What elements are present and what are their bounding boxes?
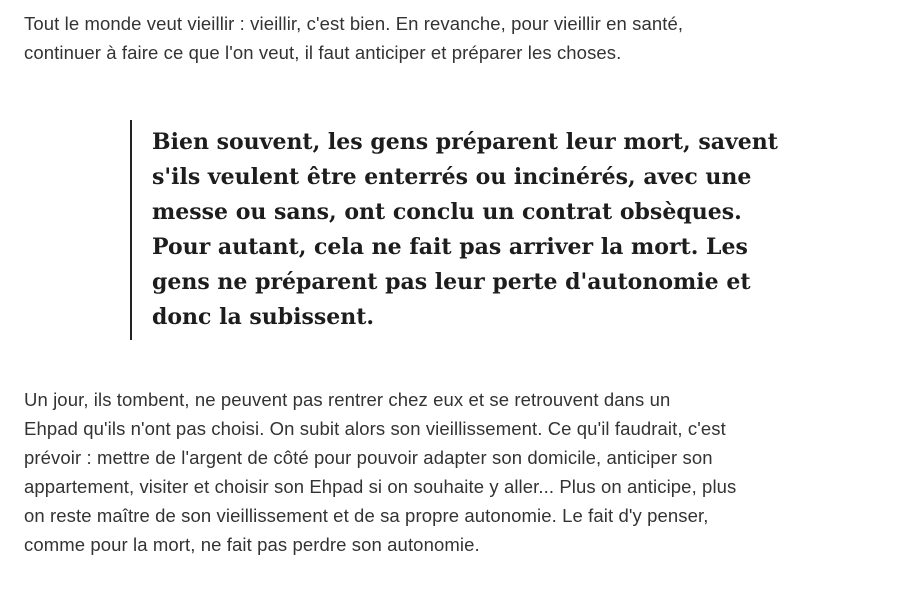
intro-paragraph [24, 9, 888, 67]
text-line: Un jour, ils tombent, ne peuvent pas rentrer chez eux et se retrouvent dans un [24, 389, 671, 410]
closing-paragraph [24, 385, 888, 559]
text-line: continuer à faire ce que l'on veut, il faut anticiper et préparer les choses. [24, 42, 622, 63]
pull-quote [130, 120, 888, 340]
text-line: Ehpad qu'ils n'ont pas choisi. On subit alors son vieillissement. Ce qu'il faudrait, c'est [24, 418, 726, 439]
text-line: Tout le monde veut vieillir : vieillir, c'est bien. En revanche, pour vieillir en santé, [24, 13, 684, 34]
text-line: prévoir : mettre de l'argent de côté pour pouvoir adapter son domicile, anticiper son [24, 447, 713, 468]
text-line: appartement, visiter et choisir son Ehpad si on souhaite y aller... Plus on anticipe, plus [24, 476, 737, 497]
quote-line: Pour autant, cela ne fait pas arriver la mort. Les [152, 234, 748, 260]
quote-line: donc la subissent. [152, 304, 375, 330]
quote-line: Bien souvent, les gens préparent leur mort, savent [152, 129, 778, 155]
text-line: on reste maître de son vieillissement et de sa propre autonomie. Le fait d'y penser, [24, 505, 709, 526]
text-line: comme pour la mort, ne fait pas perdre son autonomie. [24, 534, 480, 555]
quote-line: s'ils veulent être enterrés ou incinérés, avec une [152, 164, 752, 190]
quote-line: messe ou sans, ont conclu un contrat obsèques. [152, 199, 742, 225]
quote-line: gens ne préparent pas leur perte d'autonomie et [152, 269, 751, 295]
